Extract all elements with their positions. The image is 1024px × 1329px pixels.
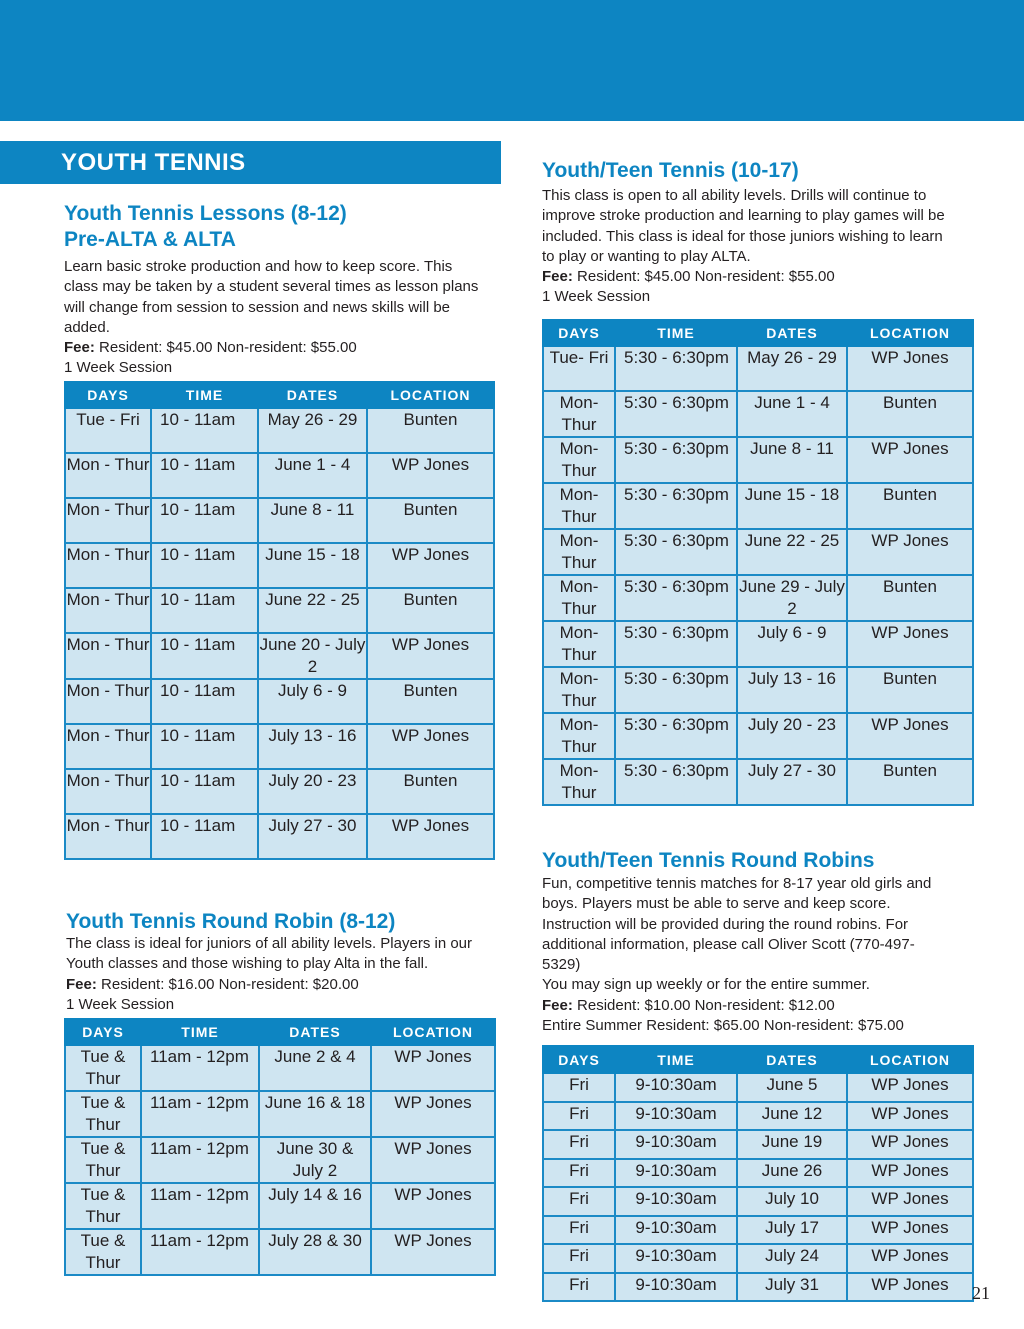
cell-time: 5:30 - 6:30pm [615, 575, 737, 621]
column-header-days: DAYS [543, 320, 615, 346]
teen-robin-summer-fee: Entire Summer Resident: $65.00 Non-resident: $75.00 [542, 1017, 904, 1035]
table-row [543, 759, 973, 805]
column-header-days: DAYS [543, 1046, 615, 1073]
table-row [65, 1183, 495, 1229]
cell-location: WP Jones [847, 437, 973, 483]
round-robin-info [66, 934, 494, 1015]
cell-time: 10 - 11am [151, 498, 258, 543]
teen-title: Youth/Teen Tennis (10-17) [542, 159, 799, 182]
cell-dates: July 28 & 30 [259, 1229, 371, 1275]
fee-text: Resident: $45.00 Non-resident: $55.00 [577, 268, 835, 286]
cell-days: Mon - Thur [65, 588, 151, 633]
table-row [543, 713, 973, 759]
lessons-schedule-table [64, 381, 495, 860]
cell-dates: July 14 & 16 [259, 1183, 371, 1229]
table-row [543, 575, 973, 621]
cell-days: Tue & Thur [65, 1229, 141, 1275]
cell-time: 11am - 12pm [141, 1183, 259, 1229]
cell-location: WP Jones [847, 621, 973, 667]
cell-time: 5:30 - 6:30pm [615, 621, 737, 667]
teen-info [542, 186, 954, 308]
cell-time: 9-10:30am [615, 1244, 737, 1273]
cell-dates: June 5 [737, 1073, 847, 1102]
column-header-dates: DATES [737, 320, 847, 346]
teen-robin-title: Youth/Teen Tennis Round Robins [542, 849, 875, 872]
lessons-title [64, 201, 347, 253]
cell-time: 10 - 11am [151, 408, 258, 453]
fee-label: Fee: [66, 975, 97, 993]
cell-dates: June 20 - July 2 [258, 633, 367, 679]
cell-time: 10 - 11am [151, 453, 258, 498]
cell-time: 11am - 12pm [141, 1045, 259, 1091]
cell-time: 11am - 12pm [141, 1229, 259, 1275]
cell-location: Bunten [847, 483, 973, 529]
teen-robin-info [542, 874, 942, 1036]
cell-location: WP Jones [367, 814, 494, 859]
cell-dates: June 8 - 11 [258, 498, 367, 543]
table-row [543, 1216, 973, 1245]
cell-days: Mon- Thur [543, 713, 615, 759]
cell-days: Mon - Thur [65, 633, 151, 679]
section-banner [0, 141, 501, 184]
cell-days: Mon - Thur [65, 724, 151, 769]
table-row [543, 1159, 973, 1188]
cell-location: WP Jones [371, 1045, 495, 1091]
table-row [65, 814, 494, 859]
cell-location: Bunten [847, 391, 973, 437]
cell-days: Fri [543, 1073, 615, 1102]
cell-dates: July 27 - 30 [258, 814, 367, 859]
cell-dates: May 26 - 29 [258, 408, 367, 453]
cell-days: Fri [543, 1187, 615, 1216]
cell-days: Fri [543, 1159, 615, 1188]
cell-days: Mon - Thur [65, 498, 151, 543]
table-header-row [65, 382, 494, 408]
cell-location: WP Jones [367, 724, 494, 769]
table-header-row [543, 1046, 973, 1073]
column-header-time: TIME [615, 320, 737, 346]
cell-dates: June 2 & 4 [259, 1045, 371, 1091]
cell-location: WP Jones [847, 529, 973, 575]
teen-robin-signup: You may sign up weekly or for the entire summer. [542, 976, 870, 994]
cell-dates: July 24 [737, 1244, 847, 1273]
teen-robin-fee [542, 996, 942, 1016]
column-header-dates: DATES [258, 382, 367, 408]
cell-time: 11am - 12pm [141, 1137, 259, 1183]
cell-time: 11am - 12pm [141, 1091, 259, 1137]
cell-dates: July 27 - 30 [737, 759, 847, 805]
cell-location: WP Jones [371, 1183, 495, 1229]
round-robin-description: The class is ideal for juniors of all ability levels. Players in our Youth classes and those wishing to play Alta in the fall. [66, 935, 473, 973]
cell-days: Tue & Thur [65, 1045, 141, 1091]
cell-time: 5:30 - 6:30pm [615, 667, 737, 713]
table-row [543, 1130, 973, 1159]
table-row [543, 667, 973, 713]
lessons-title-line2: Pre-ALTA & ALTA [64, 228, 236, 251]
lessons-title-line1: Youth Tennis Lessons (8-12) [64, 202, 347, 225]
table-row [65, 769, 494, 814]
table-row [543, 1102, 973, 1131]
cell-dates: June 26 [737, 1159, 847, 1188]
cell-dates: July 20 - 23 [258, 769, 367, 814]
cell-location: WP Jones [371, 1137, 495, 1183]
cell-days: Mon - Thur [65, 814, 151, 859]
teen-session: 1 Week Session [542, 288, 651, 306]
cell-days: Mon- Thur [543, 483, 615, 529]
cell-time: 10 - 11am [151, 724, 258, 769]
fee-label: Fee: [542, 996, 573, 1014]
table-row [543, 1244, 973, 1273]
cell-location: WP Jones [367, 633, 494, 679]
cell-days: Mon- Thur [543, 759, 615, 805]
table-row [543, 437, 973, 483]
teen-robin-description: Fun, competitive tennis matches for 8-17 year old girls and boys. Players must be able to serve and keep score. Instruction will be provided during the round robins. For additional information, please call Oliver Scott (770-497-5329) [542, 875, 932, 974]
cell-time: 10 - 11am [151, 769, 258, 814]
cell-time: 5:30 - 6:30pm [615, 391, 737, 437]
column-header-location: LOCATION [847, 320, 973, 346]
cell-dates: June 22 - 25 [258, 588, 367, 633]
cell-dates: June 29 - July 2 [737, 575, 847, 621]
column-header-time: TIME [151, 382, 258, 408]
page-number: 21 [972, 1283, 990, 1303]
cell-location: Bunten [367, 588, 494, 633]
cell-time: 9-10:30am [615, 1216, 737, 1245]
cell-dates: July 31 [737, 1273, 847, 1302]
cell-time: 5:30 - 6:30pm [615, 759, 737, 805]
column-header-days: DAYS [65, 382, 151, 408]
cell-dates: June 19 [737, 1130, 847, 1159]
cell-days: Tue & Thur [65, 1137, 141, 1183]
table-row [65, 408, 494, 453]
cell-location: WP Jones [847, 713, 973, 759]
table-row [543, 346, 973, 391]
cell-time: 9-10:30am [615, 1130, 737, 1159]
cell-dates: June 12 [737, 1102, 847, 1131]
cell-dates: June 15 - 18 [737, 483, 847, 529]
cell-location: Bunten [847, 575, 973, 621]
round-robin-schedule-table [64, 1018, 496, 1276]
cell-time: 9-10:30am [615, 1273, 737, 1302]
table-row [543, 391, 973, 437]
cell-time: 10 - 11am [151, 679, 258, 724]
column-header-dates: DATES [259, 1019, 371, 1045]
cell-days: Fri [543, 1244, 615, 1273]
cell-days: Mon- Thur [543, 437, 615, 483]
cell-time: 9-10:30am [615, 1102, 737, 1131]
cell-days: Fri [543, 1130, 615, 1159]
cell-location: WP Jones [847, 1159, 973, 1188]
cell-location: WP Jones [847, 1244, 973, 1273]
cell-time: 10 - 11am [151, 543, 258, 588]
cell-dates: June 22 - 25 [737, 529, 847, 575]
cell-location: Bunten [367, 679, 494, 724]
cell-days: Mon- Thur [543, 621, 615, 667]
cell-location: Bunten [367, 498, 494, 543]
cell-dates: June 16 & 18 [259, 1091, 371, 1137]
cell-time: 5:30 - 6:30pm [615, 529, 737, 575]
cell-days: Fri [543, 1273, 615, 1302]
cell-days: Tue- Fri [543, 346, 615, 391]
table-row [543, 1073, 973, 1102]
cell-dates: July 10 [737, 1187, 847, 1216]
table-row [543, 621, 973, 667]
teen-robin-schedule-table [542, 1045, 974, 1302]
cell-location: WP Jones [847, 1102, 973, 1131]
cell-time: 10 - 11am [151, 633, 258, 679]
table-row [543, 529, 973, 575]
cell-dates: July 13 - 16 [258, 724, 367, 769]
teen-fee [542, 267, 954, 287]
column-header-location: LOCATION [371, 1019, 495, 1045]
column-header-location: LOCATION [847, 1046, 973, 1073]
column-header-days: DAYS [65, 1019, 141, 1045]
cell-days: Fri [543, 1102, 615, 1131]
column-header-dates: DATES [737, 1046, 847, 1073]
cell-days: Tue - Fri [65, 408, 151, 453]
cell-time: 5:30 - 6:30pm [615, 483, 737, 529]
teen-description: This class is open to all ability levels. Drills will continue to improve stroke production and learning to play games will be included. This class is ideal for those juniors wishing to learn to play or wanting to play ALTA. [542, 187, 945, 265]
fee-label: Fee: [64, 339, 95, 357]
cell-time: 5:30 - 6:30pm [615, 437, 737, 483]
cell-location: WP Jones [371, 1229, 495, 1275]
cell-location: WP Jones [367, 543, 494, 588]
cell-time: 9-10:30am [615, 1159, 737, 1188]
column-header-time: TIME [141, 1019, 259, 1045]
cell-days: Mon- Thur [543, 529, 615, 575]
lessons-info [64, 257, 489, 379]
table-row [65, 498, 494, 543]
cell-dates: July 13 - 16 [737, 667, 847, 713]
cell-time: 10 - 11am [151, 814, 258, 859]
table-row [65, 1045, 495, 1091]
table-row [65, 724, 494, 769]
cell-days: Mon - Thur [65, 453, 151, 498]
cell-location: WP Jones [371, 1091, 495, 1137]
cell-days: Mon- Thur [543, 391, 615, 437]
cell-days: Tue & Thur [65, 1091, 141, 1137]
cell-time: 9-10:30am [615, 1187, 737, 1216]
round-robin-title: Youth Tennis Round Robin (8-12) [66, 910, 396, 933]
cell-dates: June 8 - 11 [737, 437, 847, 483]
cell-location: WP Jones [847, 1273, 973, 1302]
cell-dates: June 1 - 4 [258, 453, 367, 498]
cell-time: 5:30 - 6:30pm [615, 713, 737, 759]
top-color-band [0, 0, 1024, 121]
table-row [65, 588, 494, 633]
fee-text: Resident: $10.00 Non-resident: $12.00 [577, 996, 835, 1014]
table-row [65, 1137, 495, 1183]
table-row [543, 1187, 973, 1216]
column-header-time: TIME [615, 1046, 737, 1073]
table-row [65, 543, 494, 588]
cell-dates: July 6 - 9 [737, 621, 847, 667]
cell-days: Mon - Thur [65, 543, 151, 588]
cell-dates: June 1 - 4 [737, 391, 847, 437]
table-row [543, 483, 973, 529]
cell-days: Mon - Thur [65, 679, 151, 724]
cell-location: WP Jones [847, 1130, 973, 1159]
table-row [65, 679, 494, 724]
cell-dates: June 15 - 18 [258, 543, 367, 588]
section-title: YOUTH TENNIS [61, 149, 246, 176]
table-row [65, 1229, 495, 1275]
cell-days: Mon- Thur [543, 667, 615, 713]
cell-location: Bunten [847, 667, 973, 713]
cell-location: WP Jones [367, 453, 494, 498]
lessons-description: Learn basic stroke production and how to keep score. This class may be taken by a student several times as lesson plans will change from session to session and news skills will be added. [64, 258, 479, 336]
table-header-row [543, 320, 973, 346]
cell-location: WP Jones [847, 1073, 973, 1102]
cell-dates: July 17 [737, 1216, 847, 1245]
column-header-location: LOCATION [367, 382, 494, 408]
fee-text: Resident: $16.00 Non-resident: $20.00 [101, 975, 359, 993]
cell-dates: July 20 - 23 [737, 713, 847, 759]
lessons-fee [64, 338, 489, 358]
cell-dates: July 6 - 9 [258, 679, 367, 724]
cell-location: Bunten [367, 769, 494, 814]
fee-text: Resident: $45.00 Non-resident: $55.00 [99, 339, 357, 357]
cell-dates: June 30 & July 2 [259, 1137, 371, 1183]
cell-days: Mon- Thur [543, 575, 615, 621]
table-row [65, 633, 494, 679]
cell-days: Fri [543, 1216, 615, 1245]
lessons-session: 1 Week Session [64, 359, 173, 377]
cell-time: 9-10:30am [615, 1073, 737, 1102]
cell-location: WP Jones [847, 1216, 973, 1245]
cell-location: WP Jones [847, 346, 973, 391]
table-header-row [65, 1019, 495, 1045]
cell-time: 10 - 11am [151, 588, 258, 633]
cell-days: Tue & Thur [65, 1183, 141, 1229]
round-robin-fee [66, 975, 494, 995]
table-row [65, 453, 494, 498]
fee-label: Fee: [542, 268, 573, 286]
cell-time: 5:30 - 6:30pm [615, 346, 737, 391]
cell-dates: May 26 - 29 [737, 346, 847, 391]
cell-location: Bunten [847, 759, 973, 805]
cell-location: Bunten [367, 408, 494, 453]
table-row [543, 1273, 973, 1302]
cell-days: Mon - Thur [65, 769, 151, 814]
round-robin-session: 1 Week Session [66, 995, 175, 1013]
teen-schedule-table [542, 319, 974, 806]
cell-location: WP Jones [847, 1187, 973, 1216]
table-row [65, 1091, 495, 1137]
